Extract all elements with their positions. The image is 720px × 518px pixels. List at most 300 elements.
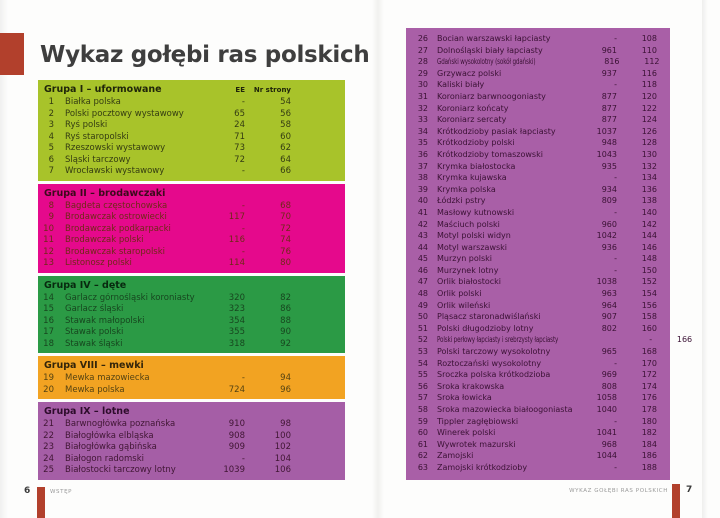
- row-number: 3: [48, 120, 54, 130]
- row-breed-name: [428, 334, 610, 346]
- row-breed-name: Bocian warszawski łapciasty: [437, 34, 551, 43]
- row-ee-number: 65: [234, 108, 245, 119]
- row-number: 31: [417, 91, 428, 101]
- row-page-number: 72: [280, 223, 291, 234]
- group-title: Grupa IV – dęte: [44, 279, 127, 291]
- row-page-number: 148: [641, 254, 657, 264]
- table-row: [406, 137, 670, 149]
- row-ee-number: -: [614, 358, 617, 368]
- table-row: [406, 161, 670, 173]
- group-header-row: [38, 405, 345, 419]
- row-page-number: 104: [274, 453, 291, 464]
- row-page-number: 160: [641, 323, 657, 333]
- row-number: 25: [43, 465, 54, 475]
- row-page-number: 66: [280, 166, 291, 176]
- row-page-number: 176: [641, 393, 657, 403]
- row-number: 13: [43, 258, 54, 268]
- row-breed-name: Białka polska: [65, 97, 121, 107]
- row-breed-name: Winerek polski: [437, 428, 496, 438]
- row-page-number: 152: [641, 277, 657, 287]
- row-page-number: 82: [280, 292, 291, 303]
- row-breed-name: Murzyn polski: [437, 254, 493, 264]
- row-breed-name: Bagdeta częstochowska: [65, 200, 168, 211]
- row-page-number: 158: [641, 312, 657, 322]
- row-breed-name: [428, 56, 578, 68]
- group-title: Grupa I – uformowane: [44, 84, 162, 95]
- table-row: [406, 427, 670, 439]
- row-breed-name: Polski pocztowy wystawowy: [65, 108, 184, 119]
- group-title: Grupa II – brodawczaki: [44, 187, 166, 199]
- row-page-number: 100: [274, 430, 291, 441]
- row-ee-number: -: [614, 462, 617, 472]
- row-breed-name: Masłowy kutnowski: [437, 207, 515, 217]
- row-breed-name: Brodawczak polski: [65, 235, 144, 245]
- table-row: [38, 373, 345, 385]
- group-title: Grupa VIII – mewki: [44, 360, 144, 371]
- row-breed-name: Wrocławski wystawowy: [65, 166, 165, 176]
- row-number: 59: [417, 416, 428, 426]
- table-row: [38, 247, 345, 259]
- row-ee-number: 320: [228, 292, 245, 303]
- row-breed-name: Ryś polski: [65, 120, 108, 130]
- row-page-number: 146: [641, 242, 657, 252]
- right-page-number: 7: [686, 485, 693, 495]
- table-row: [38, 339, 345, 351]
- row-number: 52: [417, 335, 428, 345]
- row-page-number: 140: [641, 207, 657, 217]
- table-row: [406, 265, 670, 277]
- row-breed-name: Polski długodzioby lotny: [437, 323, 534, 333]
- row-number: 28: [417, 57, 428, 67]
- row-ee-number: 354: [228, 315, 245, 326]
- table-row: [406, 462, 670, 474]
- row-page-number: 128: [641, 138, 657, 148]
- column-header-ee: EE: [235, 86, 245, 94]
- row-breed-name: Sroka łowicka: [437, 393, 492, 403]
- left-page-group-tables: [38, 80, 345, 483]
- row-page-number: 98: [280, 419, 291, 429]
- table-row: [38, 316, 345, 328]
- row-number: 16: [43, 315, 54, 326]
- row-breed-name: Roztoczański wysokolotny: [437, 358, 542, 368]
- row-breed-name: Tippler zagłębiowski: [437, 416, 519, 426]
- row-number: 33: [417, 115, 428, 125]
- row-breed-name: Polski tarczowy wysokolotny: [437, 347, 551, 357]
- row-number: 19: [43, 373, 54, 383]
- row-number: 32: [417, 103, 428, 113]
- row-page-number: 64: [280, 154, 291, 165]
- row-ee-number: 802: [601, 323, 617, 333]
- row-ee-number: -: [241, 166, 245, 176]
- row-breed-name: Białogłówka elbląska: [65, 430, 154, 441]
- row-breed-name: Koroniarz barwnoogoniasty: [437, 91, 546, 101]
- row-number: 51: [417, 323, 428, 333]
- row-ee-number: 877: [601, 115, 617, 125]
- row-number: 48: [417, 289, 428, 299]
- row-page-number: 106: [274, 465, 291, 475]
- row-page-number: 138: [641, 196, 657, 206]
- row-ee-number: 808: [601, 381, 617, 391]
- row-ee-number: 908: [228, 430, 245, 441]
- row-page-number: 112: [644, 57, 660, 67]
- row-page-number: 156: [641, 300, 657, 310]
- row-breed-name: Sroczka polska krótkodzioba: [437, 370, 551, 380]
- row-ee-number: 964: [601, 300, 617, 310]
- row-page-number: 178: [641, 405, 657, 414]
- row-breed-name: Grzywacz polski: [437, 68, 502, 78]
- row-page-number: 168: [641, 347, 657, 357]
- row-page-number: 80: [280, 258, 291, 268]
- table-row: [406, 103, 670, 115]
- table-row: [406, 114, 670, 126]
- row-number: 58: [417, 405, 428, 414]
- row-ee-number: 318: [228, 338, 245, 349]
- row-number: 53: [417, 347, 428, 357]
- row-number: 5: [48, 143, 54, 153]
- row-breed-name: Barwnogłówka poznańska: [65, 419, 176, 429]
- row-breed-name: Śląski tarczowy: [65, 154, 131, 165]
- table-row: [406, 172, 670, 184]
- row-page-number: 124: [641, 115, 657, 125]
- row-ee-number: 968: [601, 439, 617, 449]
- table-row: [38, 304, 345, 316]
- row-breed-name: Kaliski biały: [437, 80, 485, 90]
- row-number: 50: [417, 312, 428, 322]
- row-breed-name: Krymka polska: [437, 184, 496, 194]
- row-page-number: 166: [676, 335, 693, 345]
- table-row: [38, 442, 345, 454]
- row-breed-name: Krymka białostocka: [437, 161, 516, 171]
- table-row: [406, 416, 670, 428]
- row-number: 62: [417, 451, 428, 461]
- row-ee-number: 72: [234, 154, 245, 165]
- row-page-number: 88: [280, 315, 291, 326]
- row-number: 17: [43, 327, 54, 337]
- table-row: [406, 276, 670, 288]
- row-number: 1: [48, 97, 54, 107]
- row-page-number: 94: [280, 373, 291, 383]
- right-footer-section-label: WYKAZ GOŁĘBI RAS POLSKICH: [569, 488, 668, 494]
- row-page-number: 118: [641, 80, 657, 90]
- row-ee-number: -: [241, 223, 245, 234]
- table-row: [406, 184, 670, 196]
- row-breed-name: Motyl polski widyn: [437, 231, 511, 241]
- row-number: 6: [48, 154, 54, 165]
- row-ee-number: -: [241, 373, 245, 383]
- row-ee-number: -: [649, 335, 653, 345]
- row-number: 56: [417, 381, 428, 391]
- row-breed-name: Sroka krakowska: [437, 381, 505, 391]
- row-ee-number: 809: [601, 196, 617, 206]
- row-breed-name: Białostocki tarczowy lotny: [65, 465, 176, 475]
- row-number: 61: [417, 439, 428, 449]
- table-row: [406, 288, 670, 300]
- row-page-number: 58: [280, 120, 291, 130]
- table-row: [406, 323, 670, 335]
- row-breed-name: Stawak małopolski: [65, 315, 145, 326]
- table-row: [38, 224, 345, 236]
- row-ee-number: 969: [601, 370, 617, 380]
- table-row: [406, 439, 670, 451]
- table-row: [38, 132, 345, 144]
- left-page-number: 6: [24, 486, 31, 496]
- row-number: 18: [43, 338, 54, 349]
- row-breed-name-text: Gdański wysokolotny (sokół gdański): [437, 57, 536, 67]
- row-ee-number: 1041: [596, 428, 617, 438]
- row-ee-number: 1039: [223, 465, 245, 475]
- row-ee-number: -: [241, 200, 245, 211]
- table-row: [406, 149, 670, 161]
- row-breed-name: Garlacz górnośląski koroniasty: [65, 292, 195, 303]
- group-table: [38, 276, 345, 354]
- row-ee-number: 816: [604, 57, 620, 67]
- row-page-number: 154: [641, 289, 657, 299]
- row-number: 63: [417, 462, 428, 472]
- row-breed-name: Łódzki pstry: [437, 196, 486, 206]
- row-breed-name: Stawak polski: [65, 327, 124, 337]
- row-page-number: 184: [641, 439, 657, 449]
- row-ee-number: 948: [601, 138, 617, 148]
- row-breed-name: Orlik polski: [437, 289, 482, 299]
- table-row: [38, 143, 345, 155]
- row-breed-name: Koroniarz sercaty: [437, 115, 507, 125]
- row-page-number: 56: [280, 108, 291, 119]
- row-page-number: 62: [280, 143, 291, 153]
- table-row: [38, 235, 345, 247]
- row-number: 2: [48, 108, 54, 119]
- row-page-number: 132: [641, 161, 657, 171]
- row-ee-number: -: [614, 265, 617, 275]
- table-row: [406, 404, 670, 416]
- row-number: 34: [417, 126, 428, 136]
- table-row: [406, 68, 670, 80]
- row-breed-name: Mewka mazowiecka: [65, 373, 150, 383]
- row-ee-number: 724: [228, 384, 245, 395]
- row-page-number: 144: [641, 231, 657, 241]
- row-number: 14: [43, 292, 54, 303]
- row-breed-name: Białogon radomski: [65, 453, 144, 464]
- table-row: [406, 311, 670, 323]
- row-breed-name: Białogłówka gąbińska: [65, 442, 157, 452]
- group-header-row: [38, 187, 345, 201]
- table-row: [38, 431, 345, 443]
- row-breed-name: Brodawczak staropolski: [65, 246, 166, 257]
- table-row: [38, 465, 345, 477]
- row-ee-number: -: [614, 173, 617, 183]
- row-number: 4: [48, 131, 54, 142]
- table-row: [406, 33, 670, 45]
- row-page-number: 76: [280, 246, 291, 257]
- row-breed-name: Dolnośląski biały łapciasty: [437, 45, 543, 55]
- row-ee-number: 1043: [596, 149, 617, 159]
- row-ee-number: 934: [601, 184, 617, 194]
- row-ee-number: -: [241, 246, 245, 257]
- row-breed-name: Mewka polska: [65, 384, 125, 395]
- row-breed-name: Listonosz polski: [65, 258, 132, 268]
- row-ee-number: 877: [601, 91, 617, 101]
- group-header-row: [38, 359, 345, 373]
- row-page-number: 110: [641, 45, 657, 55]
- row-number: 60: [417, 428, 428, 438]
- row-breed-name: Krótkodzioby tomaszowski: [437, 149, 543, 159]
- row-number: 41: [417, 207, 428, 217]
- row-page-number: 170: [641, 358, 657, 368]
- row-page-number: 130: [641, 149, 657, 159]
- row-page-number: 102: [274, 442, 291, 452]
- row-number: 49: [417, 300, 428, 310]
- row-number: 57: [417, 393, 428, 403]
- group-header-row: [38, 279, 345, 293]
- right-footer-red-bar: [672, 484, 680, 518]
- row-ee-number: -: [614, 34, 617, 43]
- table-row: [38, 97, 345, 109]
- group-table: [38, 402, 345, 480]
- row-breed-name: Murzynek lotny: [437, 265, 499, 275]
- row-number: 12: [43, 246, 54, 257]
- red-accent-block: [0, 33, 24, 75]
- row-breed-name: Zamojski krótkodzioby: [437, 462, 528, 472]
- group-table: [38, 80, 345, 181]
- table-row: [406, 230, 670, 242]
- page-title: Wykaz gołębi ras polskich: [40, 42, 370, 69]
- row-ee-number: 907: [601, 312, 617, 322]
- left-page-edge-shadow: [0, 0, 8, 518]
- row-ee-number: -: [614, 416, 617, 426]
- group-table: [38, 356, 345, 399]
- row-page-number: 150: [641, 265, 657, 275]
- row-number: 7: [48, 166, 54, 176]
- row-ee-number: 1038: [596, 277, 617, 287]
- row-page-number: 126: [641, 126, 657, 136]
- row-ee-number: -: [614, 80, 617, 90]
- row-page-number: 172: [641, 370, 657, 380]
- row-number: 30: [417, 80, 428, 90]
- row-page-number: 90: [280, 327, 291, 337]
- row-breed-name: Koroniarz końcaty: [437, 103, 509, 113]
- row-ee-number: 877: [601, 103, 617, 113]
- row-ee-number: -: [241, 97, 245, 107]
- table-row: [38, 258, 345, 270]
- row-page-number: 142: [641, 219, 657, 229]
- table-row: [406, 253, 670, 265]
- row-ee-number: -: [241, 453, 245, 464]
- row-ee-number: 1042: [596, 231, 617, 241]
- row-ee-number: 937: [601, 68, 617, 78]
- row-ee-number: 323: [228, 304, 245, 314]
- row-number: 24: [43, 453, 54, 464]
- row-number: 55: [417, 370, 428, 380]
- row-ee-number: 116: [228, 235, 245, 245]
- table-row: [406, 56, 670, 68]
- row-ee-number: 960: [601, 219, 617, 229]
- table-row: [38, 327, 345, 339]
- row-page-number: 180: [641, 416, 657, 426]
- table-row: [406, 369, 670, 381]
- table-row: [38, 212, 345, 224]
- row-breed-name: Maściuch polski: [437, 219, 500, 229]
- row-ee-number: 114: [228, 258, 245, 268]
- row-breed-name: Brodawczak podkarpacki: [65, 223, 171, 234]
- column-header-page: Nr strony: [253, 86, 291, 94]
- table-row: [406, 207, 670, 219]
- row-number: 38: [417, 173, 428, 183]
- row-breed-name: Orlik wileński: [437, 300, 491, 310]
- row-ee-number: 963: [601, 289, 617, 299]
- table-row: [406, 358, 670, 370]
- table-row: [38, 155, 345, 167]
- row-breed-name: Rzeszowski wystawowy: [65, 143, 166, 153]
- table-row: [38, 120, 345, 132]
- row-breed-name: Wywrotek mazurski: [437, 439, 516, 449]
- row-number: 36: [417, 149, 428, 159]
- row-breed-name: Ryś staropolski: [65, 131, 129, 142]
- group-title: Grupa IX – lotne: [44, 406, 130, 417]
- table-row: [406, 300, 670, 312]
- row-breed-name: Krótkodzioby pasiak łapciasty: [437, 126, 556, 136]
- row-ee-number: 910: [228, 419, 245, 429]
- row-number: 35: [417, 138, 428, 148]
- row-ee-number: 73: [234, 143, 245, 153]
- right-page-edge-shadow: [702, 0, 708, 518]
- row-page-number: 186: [641, 451, 657, 461]
- row-page-number: 174: [641, 381, 657, 391]
- row-page-number: 120: [641, 91, 657, 101]
- table-row: [406, 392, 670, 404]
- row-number: 45: [417, 254, 428, 264]
- row-breed-name: Garlacz śląski: [65, 304, 124, 314]
- table-row: [406, 79, 670, 91]
- row-ee-number: -: [614, 207, 617, 217]
- row-page-number: 68: [280, 200, 291, 211]
- row-page-number: 96: [280, 384, 291, 395]
- row-page-number: 182: [641, 428, 657, 438]
- row-breed-name: Motyl warszawski: [437, 242, 508, 252]
- group-table: [38, 184, 345, 273]
- row-breed-name: Pląsacz staronadwiślański: [437, 312, 541, 322]
- table-row: [406, 126, 670, 138]
- row-number: 54: [417, 358, 428, 368]
- row-number: 26: [417, 34, 428, 43]
- row-number: 44: [417, 242, 428, 252]
- table-row: [38, 201, 345, 213]
- row-number: 9: [48, 212, 54, 222]
- row-page-number: 70: [280, 212, 291, 222]
- row-breed-name: Krymka kujawska: [437, 173, 507, 183]
- row-number: 22: [43, 430, 54, 441]
- row-ee-number: 117: [228, 212, 245, 222]
- row-ee-number: 1037: [596, 126, 617, 136]
- row-page-number: 188: [641, 462, 657, 472]
- row-breed-name: Zamojski: [437, 451, 474, 461]
- right-page-table: [406, 28, 693, 480]
- row-breed-name: Krótkodzioby polski: [437, 138, 515, 148]
- table-row: [38, 454, 345, 466]
- table-row: [406, 334, 693, 346]
- row-ee-number: 355: [228, 327, 245, 337]
- row-ee-number: 965: [601, 347, 617, 357]
- row-page-number: 116: [641, 68, 657, 78]
- row-page-number: 60: [280, 131, 291, 142]
- row-ee-number: 71: [234, 131, 245, 142]
- row-ee-number: 1044: [596, 451, 617, 461]
- row-number: 15: [43, 304, 54, 314]
- row-page-number: 74: [280, 235, 291, 245]
- row-ee-number: 1058: [596, 393, 617, 403]
- table-row: [406, 219, 670, 231]
- table-row: [406, 195, 670, 207]
- table-row: [406, 242, 670, 254]
- table-row: [38, 385, 345, 397]
